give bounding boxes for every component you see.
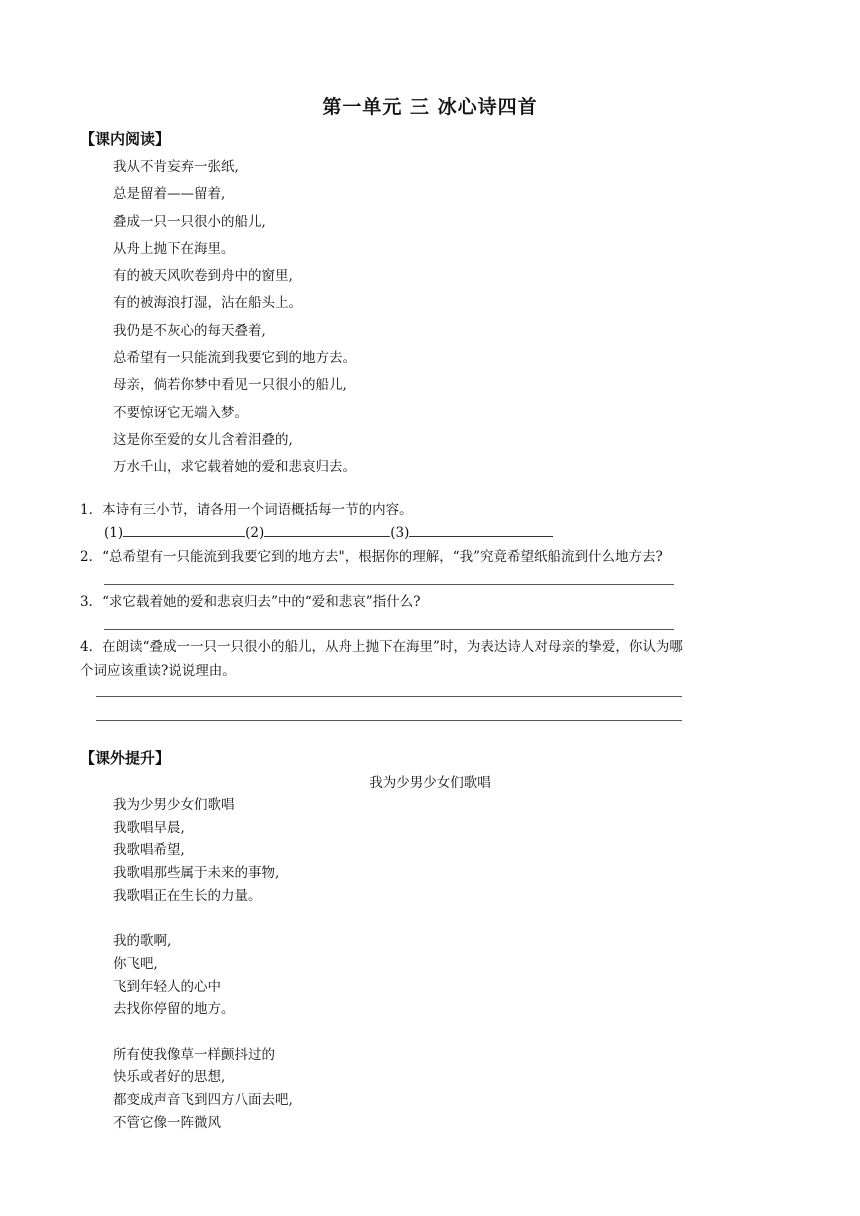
poem-line: 去找你停留的地方。	[113, 1001, 235, 1018]
answer-blank-2[interactable]	[264, 522, 390, 537]
question-4-text-line-1: 4．在朗读“叠成一一只一只很小的船儿，从舟上抛下在海里”时，为表达诗人对母亲的挚爱，你认为哪	[80, 639, 683, 655]
poem-line: 有的被天风吹卷到舟中的窗里,	[113, 268, 293, 285]
poem-line: 我歌唱那些属于未来的事物,	[113, 865, 280, 882]
poem-line: 有的被海浪打湿，沾在船头上。	[113, 295, 302, 312]
poem-line: 飞到年轻人的心中	[113, 978, 221, 995]
poem-line: 叠成一只一只很小的船儿,	[113, 213, 266, 230]
poem-line: 万水千山，求它载着她的爱和悲哀归去。	[113, 459, 356, 476]
poem-line: 我仍是不灰心的每天叠着,	[113, 322, 266, 339]
poem-line: 都变成声音飞到四方八面去吧,	[113, 1091, 293, 1108]
question-4-text-line-2: 个词应该重读?说说理由。	[80, 663, 236, 679]
section-heading-extended-reading: 【课外提升】	[80, 749, 171, 767]
answer-blank-1[interactable]	[123, 522, 245, 537]
answer-line-q2[interactable]	[104, 584, 674, 585]
poem-line: 你飞吧,	[113, 955, 158, 972]
poem-line: 母亲，倘若你梦中看见一只很小的船儿,	[113, 377, 347, 394]
poem-title-youth: 我为少男少女们歌唱	[369, 775, 491, 791]
blank-label-3: (3)	[390, 525, 410, 541]
page-title: 第一单元 三 冰心诗四首	[322, 96, 538, 118]
question-3-text: 3．“求它载着她的爱和悲哀归去”中的“爱和悲哀”指什么?	[80, 594, 421, 610]
stanza-gap	[113, 907, 293, 930]
answer-line-q4-b[interactable]	[96, 720, 682, 721]
stanza-gap	[113, 1021, 293, 1044]
poem-line: 不管它像一阵微风	[113, 1114, 221, 1131]
answer-line-q4-a[interactable]	[96, 696, 682, 697]
section-heading-in-class-reading: 【课内阅读】	[80, 130, 171, 148]
poem-line: 快乐或者好的思想,	[113, 1069, 226, 1086]
poem-line: 我歌唱希望,	[113, 842, 185, 859]
poem-line: 从舟上抛下在海里。	[113, 240, 235, 257]
question-2-text: 2．“总希望有一只能流到我要它到的地方去"，根据你的理解，“我”究竟希望纸船流到什么地方去?	[80, 549, 663, 565]
poem-line: 所有使我像草一样颤抖过的	[113, 1046, 275, 1063]
blank-label-1: (1)	[104, 525, 124, 541]
question-1-blanks	[104, 522, 553, 541]
answer-line-q3[interactable]	[104, 629, 674, 630]
question-1-text: 1．本诗有三小节，请各用一个词语概括每一节的内容。	[80, 502, 413, 518]
poem-line: 我为少男少女们歌唱	[113, 797, 235, 813]
poem-youth	[113, 794, 293, 1134]
poem-line: 我的歌啊,	[113, 933, 172, 950]
poem-line: 我从不肯妄弃一张纸,	[113, 159, 239, 175]
poem-line: 总是留着——留着,	[113, 186, 226, 203]
poem-line: 我歌唱早晨,	[113, 819, 185, 836]
poem-line: 我歌唱正在生长的力量。	[113, 887, 262, 904]
poem-line: 不要惊讶它无端入梦。	[113, 404, 248, 421]
poem-line: 总希望有一只能流到我要它到的地方去。	[113, 350, 356, 367]
poem-paper-boat	[113, 154, 356, 482]
poem-line: 这是你至爱的女儿含着泪叠的,	[113, 431, 293, 448]
blank-label-2: (2)	[245, 525, 265, 541]
answer-blank-3[interactable]	[409, 522, 553, 537]
